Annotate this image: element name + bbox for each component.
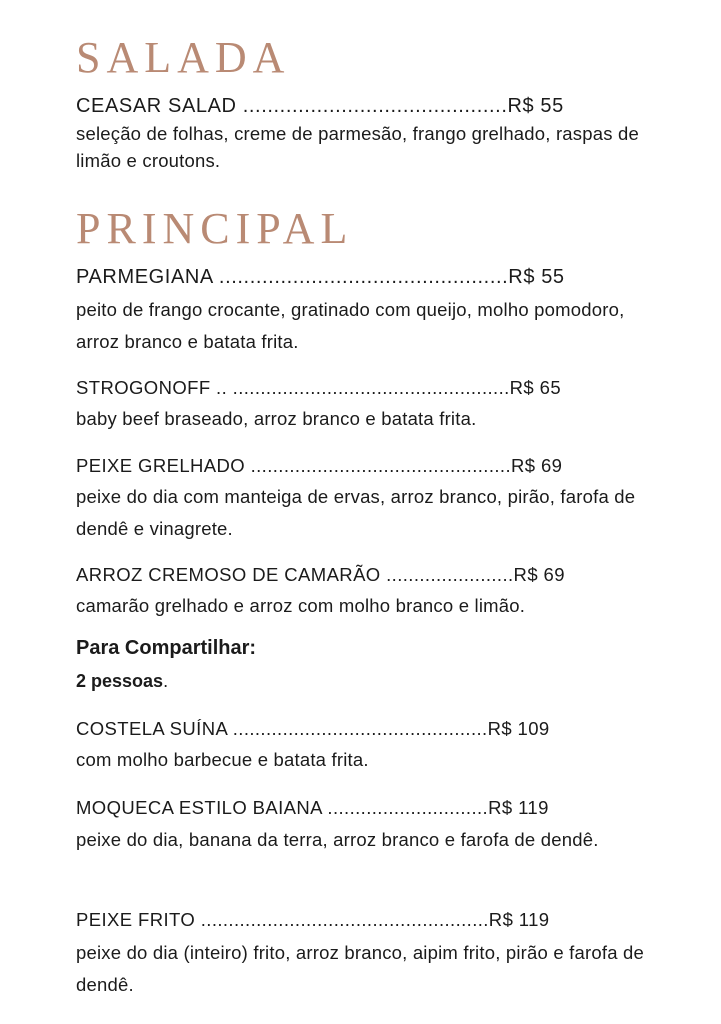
menu-item-ceasar-salad: CEASAR SALAD ...........................................R$ 55 (76, 95, 564, 117)
menu-item-costela-suina: COSTELA SUÍNA ..............................................R$ 109 (76, 718, 550, 739)
menu-item-desc-moqueca: peixe do dia, banana da terra, arroz branco e farofa de dendê. (76, 829, 599, 850)
menu-item-strogonoff: STROGONOFF .. ..................................................R$ 65 (76, 377, 562, 398)
menu-item-parmegiana: PARMEGIANA ...............................................R$ 55 (76, 266, 565, 288)
serves-note (76, 670, 168, 692)
menu-item-desc-ceasar-salad: seleção de folhas, creme de parmesão, frango grelhado, raspas de limão e croutons. (76, 123, 639, 171)
section-title-compartilhar: Para Compartilhar: (76, 637, 257, 659)
section-title-salada: SALADA (76, 33, 291, 82)
serves-note-rest: . (163, 671, 169, 691)
menu-item-desc-strogonoff: baby beef braseado, arroz branco e batata frita. (76, 408, 477, 429)
menu-item-desc-arroz-cremoso: camarão grelhado e arroz com molho branco e limão. (76, 595, 526, 616)
menu-item-desc-peixe-grelhado: peixe do dia com manteiga de ervas, arroz branco, pirão, farofa de dendê e vinagrete. (76, 486, 636, 539)
menu-item-desc-peixe-frito: peixe do dia (inteiro) frito, arroz branco, aipim frito, pirão e farofa de dendê. (76, 942, 645, 995)
menu-item-peixe-grelhado: PEIXE GRELHADO ...............................................R$ 69 (76, 455, 563, 476)
menu-item-desc-costela-suina: com molho barbecue e batata frita. (76, 749, 369, 770)
menu-item-peixe-frito: PEIXE FRITO ....................................................R$ 119 (76, 909, 550, 930)
section-title-principal: PRINCIPAL (76, 204, 354, 253)
menu-item-desc-parmegiana: peito de frango crocante, gratinado com queijo, molho pomodoro, arroz branco e batata frita. (76, 299, 625, 352)
menu-item-arroz-cremoso: ARROZ CREMOSO DE CAMARÃO .......................R$ 69 (76, 564, 565, 585)
serves-count: 2 pessoas (76, 671, 164, 691)
menu-item-moqueca: MOQUECA ESTILO BAIANA .............................R$ 119 (76, 797, 549, 818)
